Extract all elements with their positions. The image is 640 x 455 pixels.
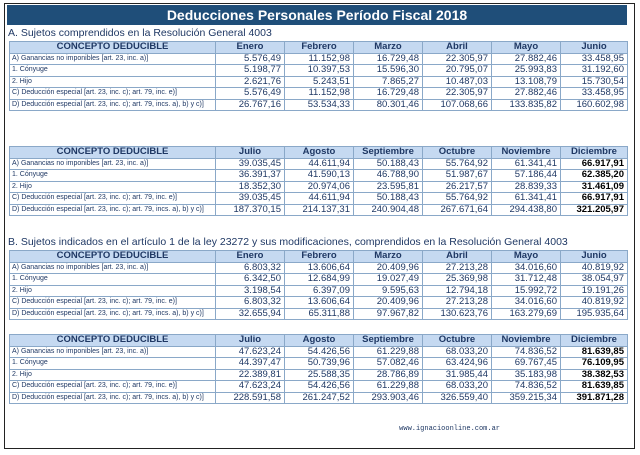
value-cell: 25.993,83 — [492, 65, 561, 77]
concept-cell: 2. Hijo — [10, 76, 216, 88]
value-cell: 25.369,98 — [423, 274, 492, 286]
concept-column-header: CONCEPTO DEDUCIBLE — [10, 42, 216, 54]
table-row — [10, 99, 628, 111]
month-column-header: Abril — [423, 251, 492, 263]
value-cell: 66.917,91 — [561, 158, 628, 170]
value-cell: 23.595,81 — [354, 181, 423, 193]
table-row — [10, 262, 628, 274]
value-cell: 12.794,18 — [423, 285, 492, 297]
section-a-title: A. Sujetos comprendidos en la Resolución General 4003 — [8, 27, 272, 39]
value-cell: 57.082,46 — [354, 358, 423, 370]
month-column-header: Mayo — [492, 251, 561, 263]
value-cell: 63.424,96 — [423, 358, 492, 370]
value-cell: 44.611,94 — [285, 193, 354, 205]
concept-cell: 2. Hijo — [10, 285, 216, 297]
value-cell: 6.803,32 — [216, 262, 285, 274]
value-cell: 69.767,45 — [492, 358, 561, 370]
header-row — [10, 251, 628, 263]
month-column-header: Noviembre — [492, 335, 561, 347]
value-cell: 15.730,54 — [561, 76, 628, 88]
table-row — [10, 53, 628, 65]
value-cell: 10.397,53 — [285, 65, 354, 77]
value-cell: 46.788,90 — [354, 170, 423, 182]
value-cell: 22.389,81 — [216, 369, 285, 381]
value-cell: 294.438,80 — [492, 204, 561, 216]
value-cell: 34.016,60 — [492, 262, 561, 274]
value-cell: 214.137,31 — [285, 204, 354, 216]
value-cell: 28.786,89 — [354, 369, 423, 381]
value-cell: 27.213,28 — [423, 297, 492, 309]
header-row — [10, 147, 628, 159]
table-b-first-semester — [9, 250, 628, 320]
value-cell: 50.188,43 — [354, 193, 423, 205]
value-cell: 53.534,33 — [285, 99, 354, 111]
value-cell: 34.016,60 — [492, 297, 561, 309]
month-column-header: Septiembre — [354, 335, 423, 347]
value-cell: 25.588,35 — [285, 369, 354, 381]
header-row — [10, 42, 628, 54]
value-cell: 5.198,77 — [216, 65, 285, 77]
value-cell: 31.712,48 — [492, 274, 561, 286]
value-cell: 267.671,64 — [423, 204, 492, 216]
concept-cell: 1. Cónyuge — [10, 274, 216, 286]
value-cell: 228.591,58 — [216, 392, 285, 404]
value-cell: 26.767,16 — [216, 99, 285, 111]
value-cell: 19.027,49 — [354, 274, 423, 286]
value-cell: 61.341,41 — [492, 193, 561, 205]
value-cell: 240.904,48 — [354, 204, 423, 216]
section-b-title: B. Sujetos indicados en el artículo 1 de la ley 23272 y sus modificaciones, comprendidos en la Resolución General 4003 — [8, 236, 568, 248]
concept-cell: C) Deducción especial [art. 23, inc. c); art. 79, inc. e)] — [10, 381, 216, 393]
value-cell: 81.639,85 — [561, 346, 628, 358]
table-row — [10, 369, 628, 381]
value-cell: 163.279,69 — [492, 308, 561, 320]
value-cell: 2.621,76 — [216, 76, 285, 88]
value-cell: 26.217,57 — [423, 181, 492, 193]
month-column-header: Septiembre — [354, 147, 423, 159]
value-cell: 12.684,99 — [285, 274, 354, 286]
value-cell: 50.188,43 — [354, 158, 423, 170]
month-column-header: Enero — [216, 251, 285, 263]
value-cell: 107.068,66 — [423, 99, 492, 111]
value-cell: 74.836,52 — [492, 346, 561, 358]
month-column-header: Febrero — [285, 42, 354, 54]
month-column-header: Marzo — [354, 42, 423, 54]
concept-column-header: CONCEPTO DEDUCIBLE — [10, 251, 216, 263]
table-row — [10, 76, 628, 88]
month-column-header: Octubre — [423, 335, 492, 347]
concept-cell: D) Deducción especial [art. 23, inc. c); art. 79, incs. a), b) y c)] — [10, 99, 216, 111]
concept-cell: A) Ganancias no imponibles [art. 23, inc. a)] — [10, 53, 216, 65]
value-cell: 66.917,91 — [561, 193, 628, 205]
table-row — [10, 285, 628, 297]
value-cell: 62.385,20 — [561, 170, 628, 182]
value-cell: 16.729,48 — [354, 53, 423, 65]
value-cell: 326.559,40 — [423, 392, 492, 404]
value-cell: 160.602,98 — [561, 99, 628, 111]
value-cell: 130.623,76 — [423, 308, 492, 320]
value-cell: 5.576,49 — [216, 53, 285, 65]
concept-column-header: CONCEPTO DEDUCIBLE — [10, 335, 216, 347]
value-cell: 11.152,98 — [285, 88, 354, 100]
value-cell: 44.397,47 — [216, 358, 285, 370]
value-cell: 20.974,06 — [285, 181, 354, 193]
value-cell: 261.247,52 — [285, 392, 354, 404]
concept-cell: A) Ganancias no imponibles [art. 23, inc. a)] — [10, 158, 216, 170]
month-column-header: Diciembre — [561, 147, 628, 159]
value-cell: 321.205,97 — [561, 204, 628, 216]
concept-cell: 1. Cónyuge — [10, 358, 216, 370]
value-cell: 76.109,95 — [561, 358, 628, 370]
concept-cell: C) Deducción especial [art. 23, inc. c); art. 79, inc. e)] — [10, 88, 216, 100]
value-cell: 55.764,92 — [423, 193, 492, 205]
value-cell: 9.595,63 — [354, 285, 423, 297]
value-cell: 39.035,45 — [216, 193, 285, 205]
value-cell: 7.865,27 — [354, 76, 423, 88]
value-cell: 22.305,97 — [423, 53, 492, 65]
value-cell: 33.458,95 — [561, 88, 628, 100]
value-cell: 11.152,98 — [285, 53, 354, 65]
value-cell: 61.341,41 — [492, 158, 561, 170]
value-cell: 20.409,96 — [354, 297, 423, 309]
value-cell: 61.229,88 — [354, 381, 423, 393]
month-column-header: Noviembre — [492, 147, 561, 159]
concept-column-header: CONCEPTO DEDUCIBLE — [10, 147, 216, 159]
table-row — [10, 346, 628, 358]
value-cell: 57.186,44 — [492, 170, 561, 182]
table-row — [10, 204, 628, 216]
value-cell: 51.987,67 — [423, 170, 492, 182]
value-cell: 68.033,20 — [423, 381, 492, 393]
value-cell: 5.576,49 — [216, 88, 285, 100]
table-row — [10, 158, 628, 170]
value-cell: 6.397,09 — [285, 285, 354, 297]
value-cell: 6.803,32 — [216, 297, 285, 309]
table-a-first-semester — [9, 41, 628, 111]
value-cell: 20.409,96 — [354, 262, 423, 274]
month-column-header: Junio — [561, 251, 628, 263]
month-column-header: Enero — [216, 42, 285, 54]
value-cell: 41.590,13 — [285, 170, 354, 182]
value-cell: 20.795,07 — [423, 65, 492, 77]
table-row — [10, 274, 628, 286]
value-cell: 28.839,33 — [492, 181, 561, 193]
concept-cell: C) Deducción especial [art. 23, inc. c); art. 79, inc. e)] — [10, 297, 216, 309]
value-cell: 61.229,88 — [354, 346, 423, 358]
value-cell: 44.611,94 — [285, 158, 354, 170]
value-cell: 81.639,85 — [561, 381, 628, 393]
value-cell: 80.301,46 — [354, 99, 423, 111]
value-cell: 32.655,94 — [216, 308, 285, 320]
value-cell: 27.882,46 — [492, 88, 561, 100]
value-cell: 65.311,88 — [285, 308, 354, 320]
value-cell: 38.382,53 — [561, 369, 628, 381]
value-cell: 68.033,20 — [423, 346, 492, 358]
month-column-header: Agosto — [285, 335, 354, 347]
value-cell: 22.305,97 — [423, 88, 492, 100]
value-cell: 40.819,92 — [561, 297, 628, 309]
value-cell: 54.426,56 — [285, 381, 354, 393]
value-cell: 359.215,34 — [492, 392, 561, 404]
table-row — [10, 170, 628, 182]
month-column-header: Abril — [423, 42, 492, 54]
table-a-second-semester — [9, 146, 628, 216]
value-cell: 74.836,52 — [492, 381, 561, 393]
value-cell: 391.871,28 — [561, 392, 628, 404]
value-cell: 55.764,92 — [423, 158, 492, 170]
value-cell: 47.623,24 — [216, 381, 285, 393]
month-column-header: Mayo — [492, 42, 561, 54]
month-column-header: Agosto — [285, 147, 354, 159]
value-cell: 38.054,97 — [561, 274, 628, 286]
value-cell: 15.992,72 — [492, 285, 561, 297]
concept-cell: 1. Cónyuge — [10, 65, 216, 77]
table-row — [10, 381, 628, 393]
value-cell: 19.191,26 — [561, 285, 628, 297]
table-row — [10, 358, 628, 370]
table-row — [10, 297, 628, 309]
value-cell: 13.606,64 — [285, 297, 354, 309]
value-cell: 27.213,28 — [423, 262, 492, 274]
value-cell: 27.882,46 — [492, 53, 561, 65]
page-title: Deducciones Personales Período Fiscal 2018 — [7, 5, 627, 25]
month-column-header: Diciembre — [561, 335, 628, 347]
table-row — [10, 392, 628, 404]
table-b-second-semester — [9, 334, 628, 404]
concept-cell: A) Ganancias no imponibles [art. 23, inc. a)] — [10, 262, 216, 274]
value-cell: 15.596,30 — [354, 65, 423, 77]
value-cell: 40.819,92 — [561, 262, 628, 274]
value-cell: 293.903,46 — [354, 392, 423, 404]
value-cell: 39.035,45 — [216, 158, 285, 170]
value-cell: 33.458,95 — [561, 53, 628, 65]
value-cell: 13.606,64 — [285, 262, 354, 274]
value-cell: 31.461,09 — [561, 181, 628, 193]
value-cell: 36.391,37 — [216, 170, 285, 182]
month-column-header: Febrero — [285, 251, 354, 263]
table-row — [10, 88, 628, 100]
value-cell: 10.487,03 — [423, 76, 492, 88]
concept-cell: D) Deducción especial [art. 23, inc. c); art. 79, incs. a), b) y c)] — [10, 392, 216, 404]
value-cell: 3.198,54 — [216, 285, 285, 297]
concept-cell: 1. Cónyuge — [10, 170, 216, 182]
value-cell: 31.192,60 — [561, 65, 628, 77]
value-cell: 35.183,98 — [492, 369, 561, 381]
month-column-header: Julio — [216, 147, 285, 159]
value-cell: 133.835,82 — [492, 99, 561, 111]
value-cell: 6.342,50 — [216, 274, 285, 286]
value-cell: 50.739,96 — [285, 358, 354, 370]
month-column-header: Marzo — [354, 251, 423, 263]
value-cell: 16.729,48 — [354, 88, 423, 100]
table-row — [10, 193, 628, 205]
header-row — [10, 335, 628, 347]
table-row — [10, 308, 628, 320]
concept-cell: D) Deducción especial [art. 23, inc. c); art. 79, incs. a), b) y c)] — [10, 204, 216, 216]
concept-cell: 2. Hijo — [10, 181, 216, 193]
website-footer[interactable]: www.ignacioonline.com.ar — [399, 425, 500, 433]
value-cell: 5.243,51 — [285, 76, 354, 88]
concept-cell: 2. Hijo — [10, 369, 216, 381]
value-cell: 187.370,15 — [216, 204, 285, 216]
value-cell: 47.623,24 — [216, 346, 285, 358]
concept-cell: C) Deducción especial [art. 23, inc. c); art. 79, inc. e)] — [10, 193, 216, 205]
value-cell: 195.935,64 — [561, 308, 628, 320]
table-row — [10, 181, 628, 193]
concept-cell: A) Ganancias no imponibles [art. 23, inc. a)] — [10, 346, 216, 358]
concept-cell: D) Deducción especial [art. 23, inc. c); art. 79, incs. a), b) y c)] — [10, 308, 216, 320]
value-cell: 18.352,30 — [216, 181, 285, 193]
month-column-header: Octubre — [423, 147, 492, 159]
value-cell: 54.426,56 — [285, 346, 354, 358]
value-cell: 97.967,82 — [354, 308, 423, 320]
month-column-header: Junio — [561, 42, 628, 54]
month-column-header: Julio — [216, 335, 285, 347]
table-row — [10, 65, 628, 77]
value-cell: 13.108,79 — [492, 76, 561, 88]
value-cell: 31.985,44 — [423, 369, 492, 381]
